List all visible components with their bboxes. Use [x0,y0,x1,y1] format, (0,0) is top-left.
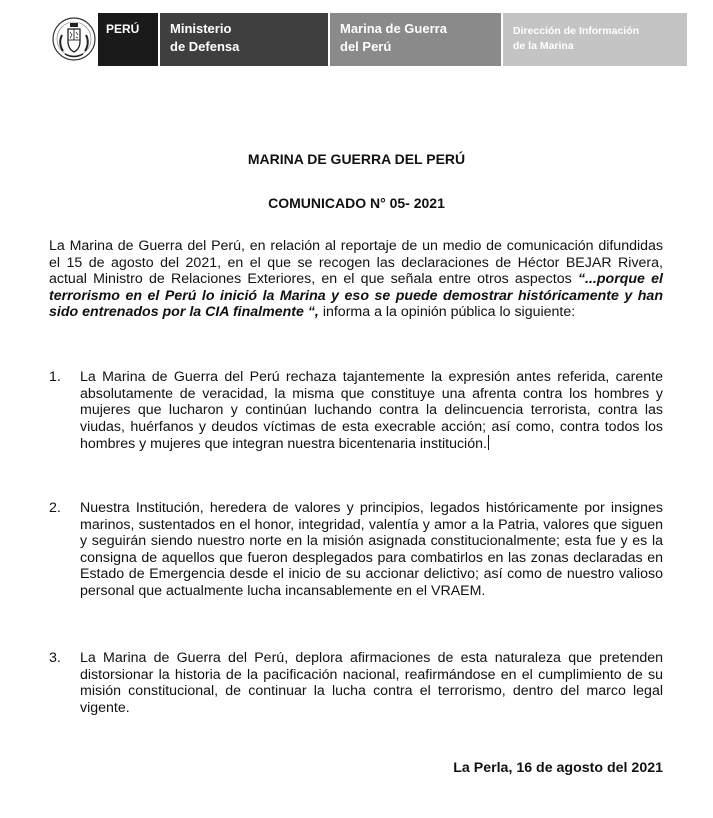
list-item-text: Nuestra Institución, heredera de valores y principios, legados históricamente por insignes marinos, sustentados en el honor, integridad, valentía y amor a la Patria, valores que siguen y seguirán siendo nuestro norte en la misión asignada constitucionalmente; esta fue y es la consigna de aquellos que fueron desplegados para combatirlos en las zonas declaradas en Estado de Emergencia desde el inicio de su accionar delictivo; así como de nuestro valioso personal que actualmente lucha incansablemente en el VRAEM. [80,500,663,599]
direction-line-2: de la Marina [513,40,574,52]
list-item [49,650,663,716]
list-item [49,369,663,453]
communique-number: COMUNICADO N° 05- 2021 [268,195,445,211]
ministry-line-1: Ministerio [170,21,232,36]
list-item-number: 1. [49,369,61,385]
peru-text: PERÚ [106,22,140,36]
intro-closing: informa a la opinión pública lo siguiente: [318,304,576,321]
list-item [49,500,663,600]
intro-quote: “...porque el terrorismo en el Perú lo inició la Marina y eso se puede demostrar históricamente y han sido entrenados por la CIA finalmente “, [49,271,663,321]
coat-of-arms-icon [51,15,97,65]
navy-line-1: Marina de Guerra [340,21,447,36]
list-item-text: La Marina de Guerra del Perú, deplora afirmaciones de esta naturaleza que pretenden distorsionar la historia de la pacificación nacional, reafirmándose en el cumplimiento de su misión constitucional, de continuar la lucha contra el terrorismo, dentro del marco legal vigente. [80,650,663,716]
list-item-number: 2. [49,500,61,516]
ministry-of-defense-label [160,13,330,66]
government-header [50,13,687,66]
list-item-paragraph [80,369,663,453]
direction-line-1: Dirección de Información [513,25,640,37]
information-direction-label [503,13,687,66]
list-item-number: 3. [49,650,61,666]
peru-label [98,13,160,66]
list-item-text: La Marina de Guerra del Perú rechaza tajantemente la expresión antes referida, carente absolutamente de veracidad, la misma que constituye una afrenta contra los hombres y mujeres que lucharon y continúan luchando contra la delincuencia terrorista, contra las viudas, huérfanos y deudos víctimas de esta execrable acción; así como, contra todos los hombres y mujeres que integran nuestra bicentenaria institución. [80,369,663,453]
text-cursor [488,435,489,450]
place-and-date: La Perla, 16 de agosto del 2021 [453,760,663,776]
navy-label [330,13,503,66]
document-heading: MARINA DE GUERRA DEL PERÚ [247,151,466,167]
navy-line-2: del Perú [340,39,392,54]
intro-paragraph [49,238,663,321]
ministry-line-2: de Defensa [170,39,240,54]
peru-coat-of-arms-seal [50,13,98,66]
intro-text: La Marina de Guerra del Perú, en relación al reportaje de un medio de comunicación difundidas el 15 de agosto del 2021, en el que se recogen las declaraciones de Héctor BEJAR Rivera, actual Ministro de Relaciones Exteriores, en el que señala entre otros aspectos [49,238,663,288]
